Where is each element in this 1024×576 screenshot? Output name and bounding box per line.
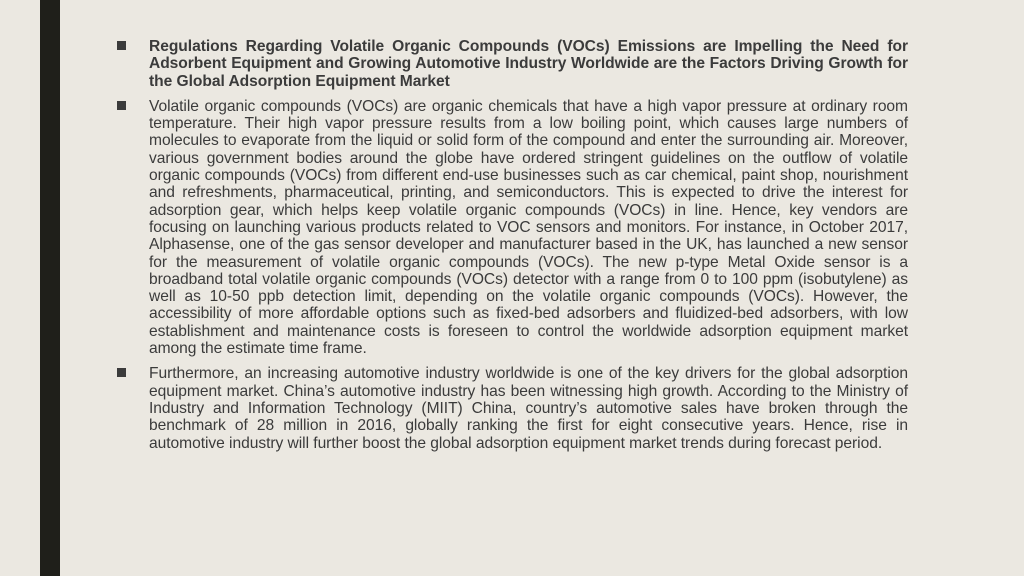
bullet-item-voc-description: [117, 98, 908, 357]
left-accent-bar: [40, 0, 60, 576]
bullet-automotive-text: Furthermore, an increasing automotive industry worldwide is one of the key drivers for the global adsorption equipment market. China’s automotive industry has been witnessing high growth. According to the Ministry of Industry and Information Technology (MIIT) China, country’s automotive sales have broken through the benchmark of 28 million in 2016, globally ranking the first for eight consecutive years. Hence, rise in automotive industry will further boost the global adsorption equipment market trends during forecast period.: [149, 365, 908, 452]
square-bullet-icon: [117, 368, 126, 377]
bullet-item-automotive: [117, 365, 908, 451]
bullet-item-heading: [117, 38, 908, 90]
bullet-voc-text: Volatile organic compounds (VOCs) are organic chemicals that have a high vapor pressure at ordinary room temperature. Their high vapor pressure results from a low boiling point, which causes large numbers of molecules to evaporate from the liquid or solid form of the compound and enter the surrounding air. Moreover, various government bodies around the globe have ordered stringent guidelines on the outflow of volatile organic compounds (VOCs) from different end-use businesses such as car chemical, paint shop, nourishment and refreshments, pharmaceutical, printing, and semiconductors. This is expected to drive the interest for adsorption gear, which helps keep volatile organic compounds (VOCs) in line. Hence, key vendors are focusing on launching various products related to VOC sensors and monitors. For instance, in October 2017, Alphasense, one of the gas sensor developer and manufacturer based in the UK, has launched a new sensor for the measurement of volatile organic compounds (VOCs). The new p-type Metal Oxide sensor is a broadband total volatile organic compounds (VOCs) detector with a range from 0 to 100 ppm (isobutylene) as well as 10-50 ppb detection limit, depending on the volatile organic compounds (VOCs). However, the accessibility of more affordable options such as fixed-bed adsorbers and fluidized-bed adsorbers, with low establishment and maintenance costs is foreseen to control the worldwide adsorption equipment market among the estimate time frame.: [149, 97, 908, 358]
slide-content: [117, 38, 908, 460]
square-bullet-icon: [117, 101, 126, 110]
bullet-heading-text: Regulations Regarding Volatile Organic Compounds (VOCs) Emissions are Impelling the Need for Adsorbent Equipment and Growing Automotive Industry Worldwide are the Factors Driving Growth for the Global Adsorption Equipment Market: [149, 38, 908, 90]
square-bullet-icon: [117, 41, 126, 50]
